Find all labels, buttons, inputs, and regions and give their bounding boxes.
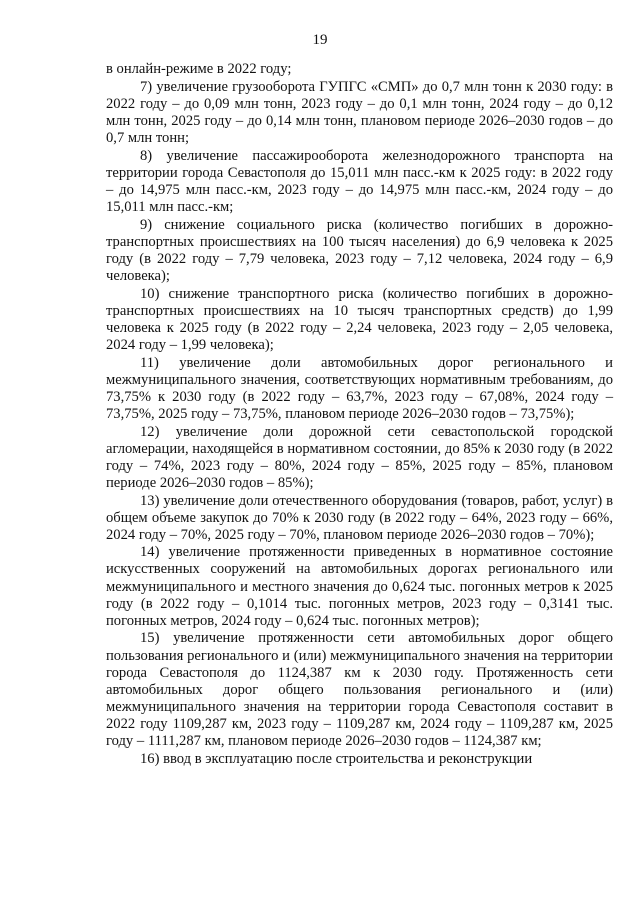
paragraph-item-10: 10) снижение транспортного риска (количество погибших в дорожно-транспортных происшествиях на 10 тысяч транспортных средств) до 1,99 человека к 2025 году (в 2022 году – 2,24 человека, 2023 году – 2,05 человека, 2024 году – 1,99 человека); [106,285,613,353]
paragraph-item-16: 16) ввод в эксплуатацию после строительства и реконструкции [140,750,533,767]
paragraph-item-9: 9) снижение социального риска (количество погибших в дорожно-транспортных происшествиях на 100 тысяч населения) до 6,9 человека к 2025 году (в 2022 году – 7,79 человека, 2023 году – 7,12 человека, 2024 году – 6,9 человека); [106,216,613,284]
paragraph-item-13: 13) увеличение доли отечественного оборудования (товаров, работ, услуг) в общем объеме закупок до 70% к 2030 году (в 2022 году – 64%, 2023 году – 66%, 2024 году – 70%, 2025 году – 70%, плановом периоде 2026–2030 годов – 70%); [106,492,613,543]
paragraph-item-11: 11) увеличение доли автомобильных дорог регионального и межмуниципального значения, соответствующих нормативным требованиям, до 73,75% к 2030 году (в 2022 году – 63,7%, 2023 году – 67,08%, 2024 году – 73,75%, 2025 году – 73,75%, плановом периоде 2026–2030 годов – 73,75%); [106,354,613,422]
paragraph-item-8: 8) увеличение пассажирооборота железнодорожного транспорта на территории города Севастополя до 15,011 млн пасс.-км к 2025 году: в 2022 году – до 14,975 млн пасс.-км, 2023 году – до 14,975 млн пасс.-км, 2024 году – до 15,011 млн пасс.-км; [106,147,613,215]
paragraph-item-12: 12) увеличение доли дорожной сети севастопольской городской агломерации, находящейся в нормативном состоянии, до 85% к 2030 году (в 2022 году – 74%, 2023 году – 80%, 2024 году – 85%, 2025 году – 85%, плановом периоде 2026–2030 годов – 85%); [106,423,613,491]
paragraph-item-15: 15) увеличение протяженности сети автомобильных дорог общего пользования регионального и (или) межмуниципального значения на территории города Севастополя до 1124,387 км к 2030 году. Протяженность сети автомобильных дорог общего пользования регионального и (или) межмуниципального значения на территории города Севастополя составит в 2022 году 1109,287 км, 2023 году – 1109,287 км, 2024 году – 1109,287 км, 2025 году – 1111,287 км, плановом периоде 2026–2030 годов – 1124,387 км; [106,630,613,749]
paragraph-item-7: 7) увеличение грузооборота ГУПГС «СМП» до 0,7 млн тонн к 2030 году: в 2022 году – до 0,09 млн тонн, 2023 году – до 0,1 млн тонн, 2024 году – до 0,12 млн тонн, 2025 году – до 0,14 млн тонн, плановом периоде 2026–2030 годов – до 0,7 млн тонн; [106,78,613,146]
paragraph-item-14: 14) увеличение протяженности приведенных в нормативное состояние искусственных сооружений на автомобильных дорогах регионального или межмуниципального и местного значения до 0,624 тыс. погонных метров к 2025 году (в 2022 году – 0,1014 тыс. погонных метров, 2023 году – 0,3141 тыс. погонных метров, 2024 году – 0,624 тыс. погонных метров); [106,544,613,629]
page-number: 19 [312,32,328,48]
paragraph-continuation: в онлайн-режиме в 2022 году; [106,61,292,77]
document-body [106,61,613,768]
